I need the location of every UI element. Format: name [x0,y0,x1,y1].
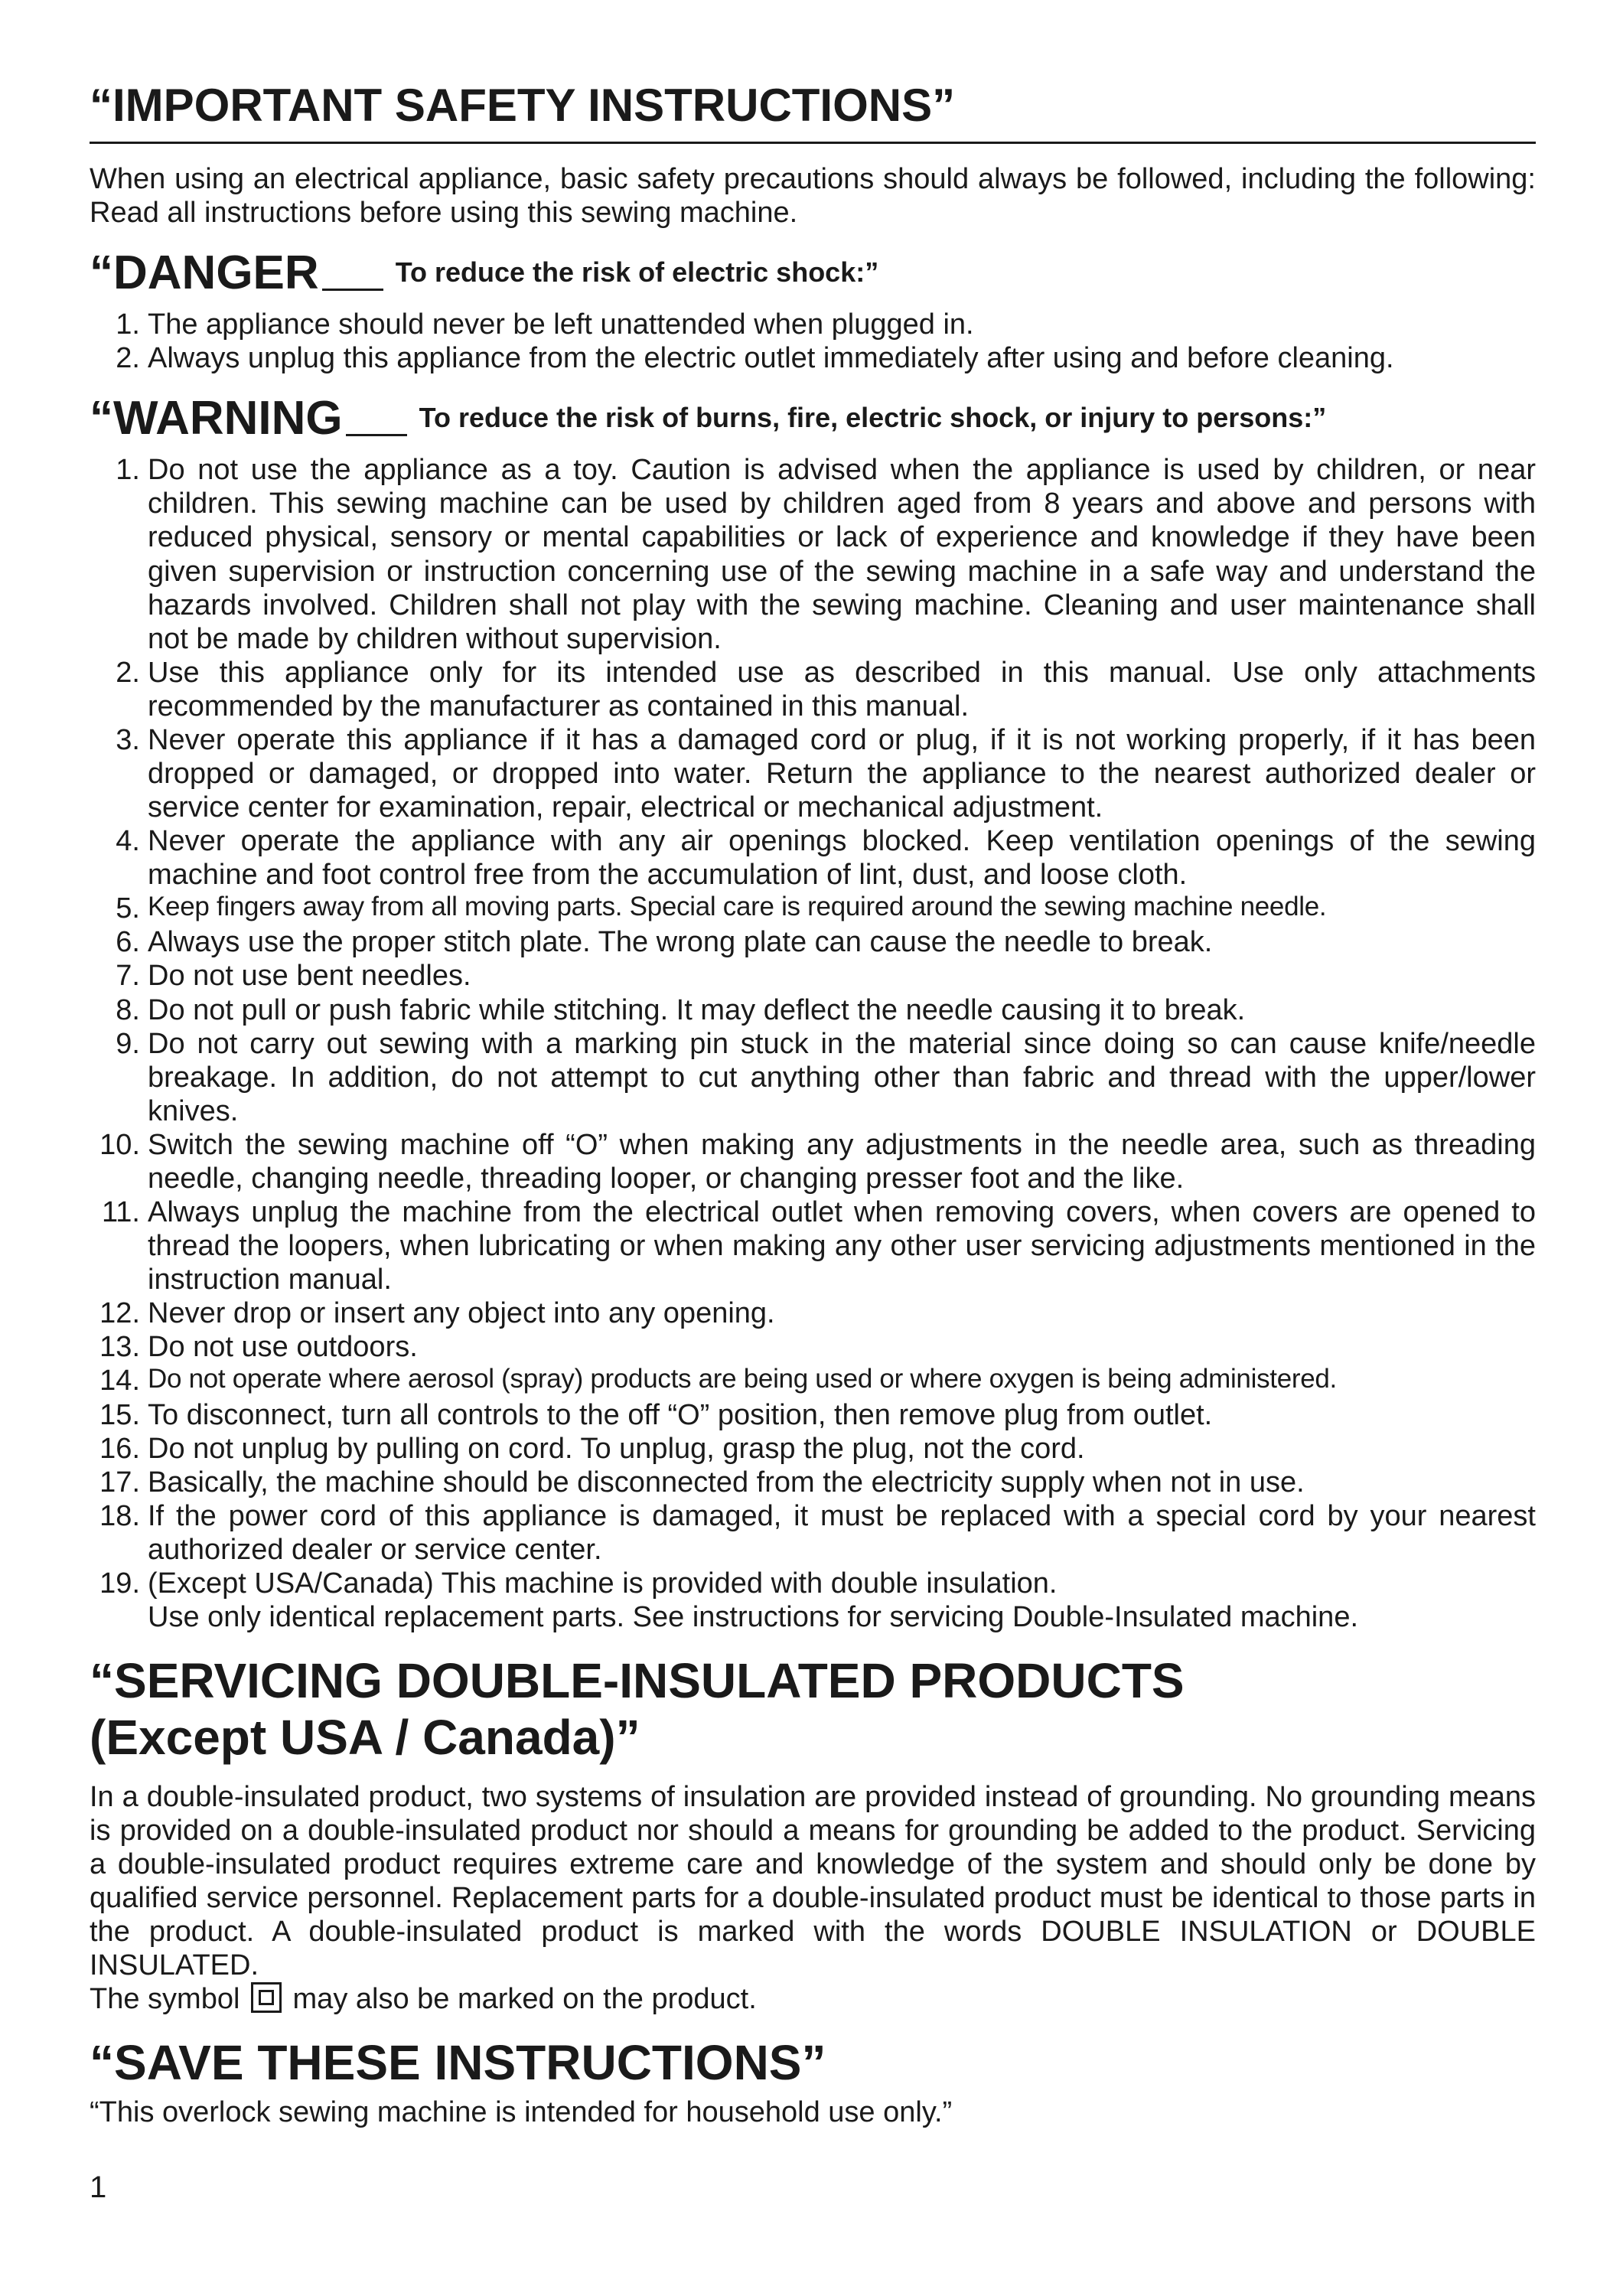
danger-list [90,308,1536,375]
servicing-title [90,1652,1536,1766]
item-number: 9. [116,1027,140,1060]
danger-rule [322,289,383,291]
item-number: 19. [99,1567,140,1600]
item-number: 1. [116,454,140,487]
page-number: 1 [90,2170,107,2204]
item-text: Do not unplug by pulling on cord. To unplug, grasp the plug, not the cord. [148,1432,1085,1465]
item-text: Use this appliance only for its intended use as described in this manual. Use only attachments recommended by the manufacturer as contained in this manual. [148,656,1536,722]
item-number: 8. [116,993,140,1026]
item-text-line1: (Except USA/Canada) This machine is provided with double insulation. [148,1567,1058,1600]
item-text: Basically, the machine should be disconnected from the electricity supply when not in use. [148,1466,1305,1499]
list-item [90,308,1536,341]
item-text: Switch the sewing machine off “O” when making any adjustments in the needle area, such as threading needle, changing needle, threading looper, or changing presser foot and the like. [148,1128,1536,1195]
list-item [90,1364,1536,1397]
item-number: 11. [101,1196,140,1229]
list-item [90,1296,1536,1330]
list-item [90,723,1536,824]
list-item [90,993,1536,1027]
item-text: Never operate this appliance if it has a damaged cord or plug, if it is not working properly, if it has been dropped or damaged, or dropped into water. Return the appliance to the nearest authorized dealer or service center for examination, repair, electrical or mechanical adjustment. [148,723,1536,824]
item-number: 18. [99,1499,140,1532]
warning-rule [346,434,407,436]
list-item [90,1499,1536,1567]
warning-word: “WARNING [90,392,343,445]
item-number: 12. [99,1297,140,1330]
servicing-title-line2: (Except USA / Canada)” [90,1710,640,1766]
list-item [90,656,1536,723]
item-number: 15. [99,1398,140,1431]
item-number: 16. [99,1432,140,1465]
double-insulation-symbol-icon [251,1982,282,2013]
servicing-paragraph: In a double-insulated product, two systems of insulation are provided instead of grounding. No grounding means is provided on a double-insulated product nor should a means for grounding be added to the product. Servicing a double-insulated product requires extreme care and knowledge of the system and should only be done by qualified service personnel. Replacement parts for a double-insulated product must be identical to those parts in the product. A double-insulated product is marked with the words DOUBLE INSULATION or DOUBLE INSULATED. [90,1780,1536,1981]
list-item [90,959,1536,993]
item-number: 14. [99,1365,140,1397]
list-item [90,453,1536,655]
item-text: Never drop or insert any object into any opening. [148,1297,775,1330]
symbol-line-pre: The symbol [90,1982,240,2015]
list-item [90,1330,1536,1364]
list-item [90,1128,1536,1195]
list-item [90,341,1536,375]
list-item [90,824,1536,892]
item-text: Do not use bent needles. [148,960,471,993]
item-number: 2. [116,342,140,375]
item-number: 3. [116,723,140,756]
item-text: Do not use the appliance as a toy. Caution is advised when the appliance is used by children, or near children. This sewing machine can be used by children aged from 8 years and above and persons with reduced physical, sensory or mental capabilities or lack of experience and knowledge if they have been given supervision or instruction concerning use of the sewing machine in a safe way and understand the hazards involved. Children shall not play with the sewing machine. Cleaning and user maintenance shall not be made by children without supervision. [148,454,1536,655]
item-text: Do not operate where aerosol (spray) products are being used or where oxygen is being administered. [148,1364,1337,1394]
servicing-title-line1: “SERVICING DOUBLE-INSULATED PRODUCTS [90,1653,1185,1709]
item-text: Do not carry out sewing with a marking pin stuck in the material since doing so can cause knife/needle breakage. In addition, do not attempt to cut anything other than fabric and thread with the upper/lower knives. [148,1027,1536,1127]
danger-heading [90,246,1536,300]
warning-heading [90,392,1536,445]
list-item [90,1567,1536,1634]
item-number: 17. [99,1466,140,1499]
list-item [90,1466,1536,1499]
item-number: 1. [116,308,140,341]
page-content [90,80,1536,2129]
list-item [90,1027,1536,1128]
list-item [90,1432,1536,1466]
list-item [90,1398,1536,1432]
item-text: If the power cord of this appliance is damaged, it must be replaced with a special cord by your nearest authorized dealer or service center. [148,1499,1536,1566]
item-text: Always use the proper stitch plate. The wrong plate can cause the needle to break. [148,926,1213,959]
item-number: 5. [116,892,140,925]
household-use-note: “This overlock sewing machine is intended for household use only.” [90,2096,953,2129]
item-number: 6. [116,926,140,959]
intro-paragraph: When using an electrical appliance, basic safety precautions should always be followed, including the following: Read all instructions before using this sewing machine. [90,163,1536,230]
item-text [148,1567,1536,1634]
item-number: 7. [116,960,140,993]
item-text: Always unplug the machine from the electrical outlet when removing covers, when covers are opened to thread the loopers, when lubricating or when making any other user servicing adjustments mentioned in the instruction manual. [148,1196,1536,1296]
list-item [90,925,1536,959]
symbol-line-post: may also be marked on the product. [292,1982,757,2015]
item-number: 10. [99,1128,140,1161]
save-instructions-title: “SAVE THESE INSTRUCTIONS” [90,2035,826,2091]
item-text: Do not use outdoors. [148,1331,418,1364]
item-text: Keep fingers away from all moving parts. Special care is required around the sewing machine needle. [148,892,1327,922]
item-number: 2. [116,656,140,689]
list-item [90,892,1536,925]
warning-list [90,453,1536,1634]
warning-subtitle: To reduce the risk of burns, fire, electric shock, or injury to persons:” [419,402,1327,434]
danger-subtitle: To reduce the risk of electric shock:” [395,256,879,289]
item-text: Never operate the appliance with any air openings blocked. Keep ventilation openings of the sewing machine and foot control free from the accumulation of lint, dust, and loose cloth. [148,825,1536,892]
danger-word: “DANGER [90,246,319,300]
page-title: “IMPORTANT SAFETY INSTRUCTIONS” [90,80,1536,144]
symbol-line [90,1982,1536,2016]
item-number: 13. [99,1331,140,1364]
item-text: Always unplug this appliance from the electric outlet immediately after using and before cleaning. [148,342,1394,375]
item-number: 4. [116,825,140,858]
item-text: The appliance should never be left unattended when plugged in. [148,308,974,341]
item-text: To disconnect, turn all controls to the off “O” position, then remove plug from outlet. [148,1398,1213,1431]
item-text-line2: Use only identical replacement parts. See instructions for servicing Double-Insulated machine. [148,1600,1359,1633]
list-item [90,1195,1536,1296]
item-text: Do not pull or push fabric while stitching. It may deflect the needle causing it to break. [148,993,1246,1026]
